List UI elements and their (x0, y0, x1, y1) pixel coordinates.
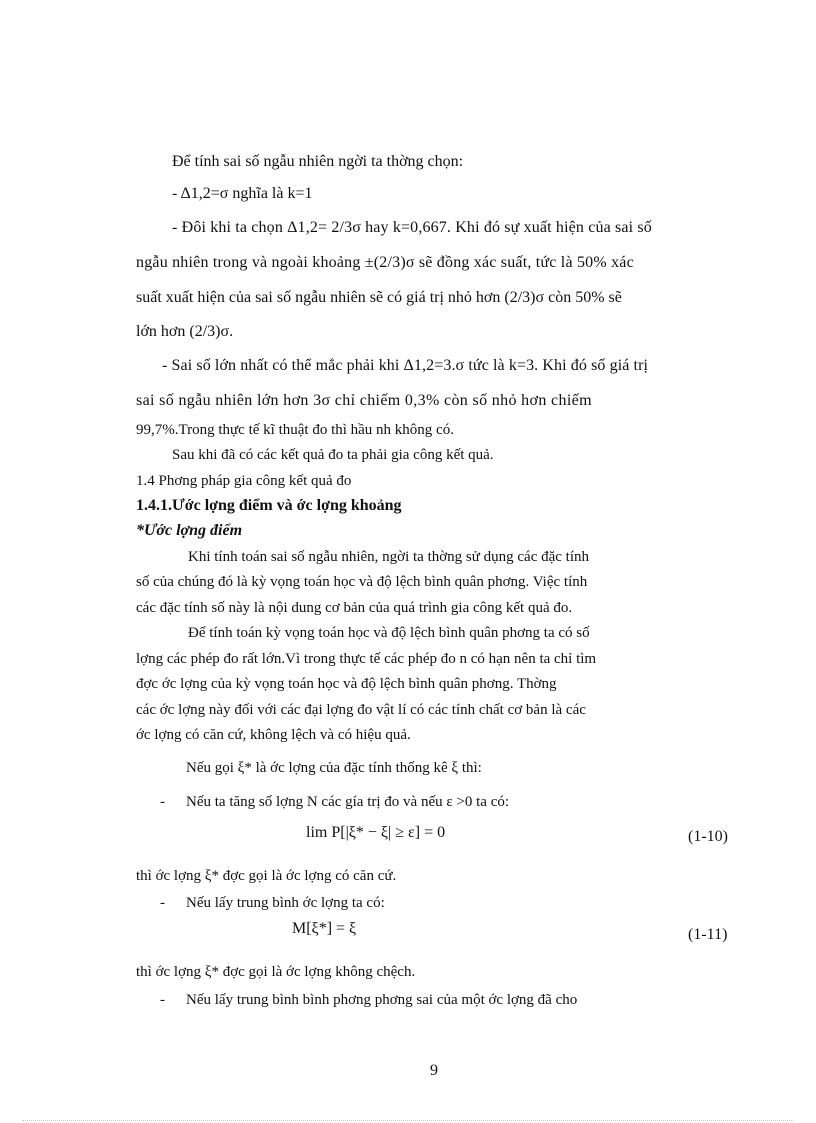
page-bottom-divider (22, 1120, 794, 1121)
equation: lim P[|ξ* − ξ| ≥ ε] = 0 (306, 824, 446, 841)
text-line: thì ớc lợng ξ* đợc gọi là ớc lợng có căn cứ. (136, 868, 397, 884)
text-line: số của chúng đó là kỳ vọng toán học và độ lệch bình quân phơng. Việc tính (136, 574, 588, 590)
text-line: suất xuất hiện của sai số ngẫu nhiên sẽ có giá trị nhỏ hơn (2/3)σ còn 50% sẽ (136, 289, 622, 306)
text-line: - Đôi khi ta chọn Δ1,2= 2/3σ hay k=0,667. Khi đó sự xuất hiện của sai số (172, 219, 652, 236)
list-dash: - (160, 794, 165, 810)
text-line: thì ớc lợng ξ* đợc gọi là ớc lợng không chệch. (136, 964, 416, 980)
text-line: lợng các phép đo rất lớn.Vì trong thực tế các phép đo n có hạn nên ta chỉ tìm (136, 651, 597, 667)
text-line: ngẫu nhiên trong và ngoài khoảng ±(2/3)σ sẽ đồng xác suất, tức là 50% xác (136, 254, 634, 271)
subsection-heading: 1.4.1.Ước lợng điểm và ớc lợng khoảng (136, 497, 402, 514)
equation-number: (1-11) (688, 926, 728, 943)
text-line: Sau khi đã có các kết quả đo ta phải gia công kết quả. (172, 447, 494, 463)
text-line: Nếu lấy trung bình bình phơng phơng sai của một ớc lợng đã cho (186, 992, 578, 1008)
text-line: các đặc tính số này là nội dung cơ bản của quá trình gia công kết quả đo. (136, 600, 573, 616)
text-line: Nếu ta tăng số lợng N các gía trị đo và nếu ε >0 ta có: (186, 794, 510, 810)
equation: M[ξ*] = ξ (292, 920, 357, 937)
text-line: Để tính sai số ngẫu nhiên ngời ta thờng chọn: (172, 153, 464, 170)
text-line: 99,7%.Trong thực tế kĩ thuật đo thì hầu nh không có. (136, 422, 454, 438)
text-line: - Sai số lớn nhất có thể mắc phải khi Δ1,2=3.σ tức là k=3. Khi đó số giá trị (162, 357, 649, 374)
equation-number: (1-10) (688, 828, 728, 845)
list-dash: - (160, 895, 165, 911)
text-line: Nếu lấy trung bình ớc lợng ta có: (186, 895, 385, 911)
page-number: 9 (430, 1062, 438, 1079)
section-heading: 1.4 Phơng pháp gia công kết quả đo (136, 473, 352, 489)
text-line: đợc ớc lợng của kỳ vọng toán học và độ lệch bình quân phơng. Thờng (136, 676, 557, 692)
text-line: Khi tính toán sai số ngẫu nhiên, ngời ta thờng sử dụng các đặc tính (188, 549, 590, 565)
text-line: các ớc lợng này đối với các đại lợng đo vật lí có các tính chất cơ bản là các (136, 702, 586, 718)
list-dash: - (160, 992, 165, 1008)
text-line: - Δ1,2=σ nghĩa là k=1 (172, 185, 313, 202)
text-line: ớc lợng có căn cứ, không lệch và có hiệu quả. (136, 727, 411, 743)
text-line: lớn hơn (2/3)σ. (136, 323, 234, 340)
text-line: Nếu gọi ξ* là ớc lợng của đặc tính thống kê ξ thì: (186, 760, 482, 776)
text-line: Để tính toán kỳ vọng toán học và độ lệch bình quân phơng ta có số (188, 625, 590, 641)
text-line: sai số ngẫu nhiên lớn hơn 3σ chỉ chiếm 0,3% còn số nhỏ hơn chiếm (136, 392, 592, 409)
subsubsection-heading: *Ước lợng điểm (136, 522, 243, 539)
